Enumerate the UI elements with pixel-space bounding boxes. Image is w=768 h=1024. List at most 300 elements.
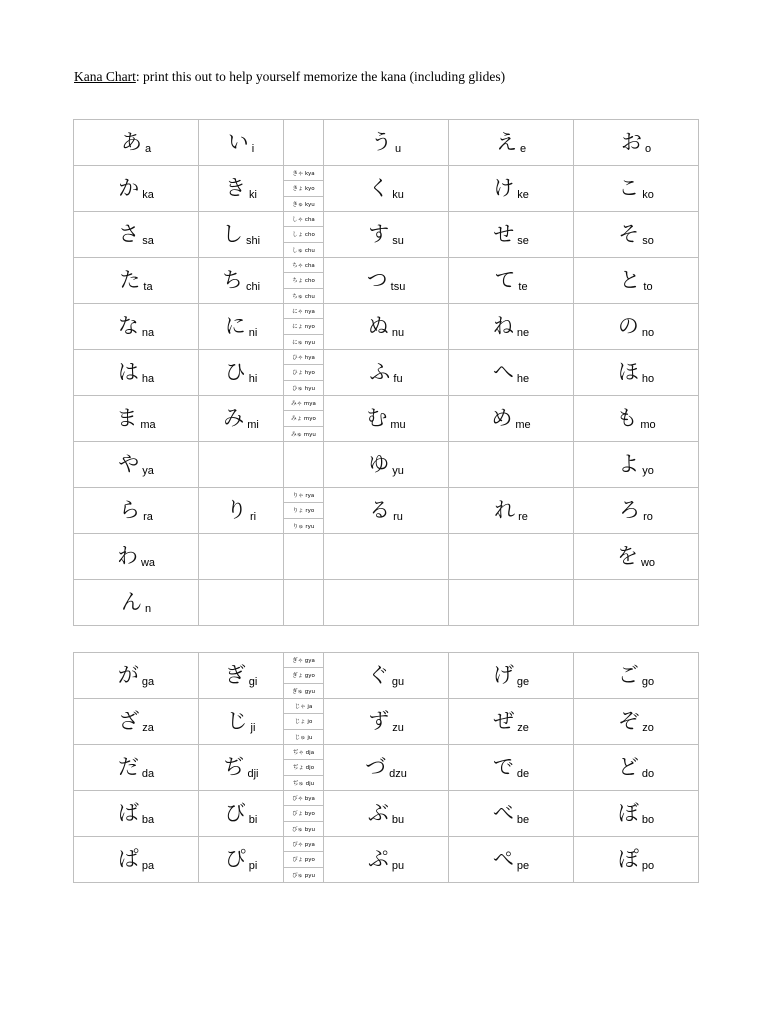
romaji-label: shi: [245, 235, 261, 247]
kana-character: し: [221, 222, 243, 246]
kana-cell: [199, 258, 284, 304]
kana-character: よ: [618, 452, 640, 476]
glide-list: [284, 791, 323, 836]
romaji-label: pa: [141, 860, 155, 872]
glide-item: しゃ cha: [284, 212, 323, 227]
kana-cell: [449, 120, 574, 166]
kana-character: つ: [366, 268, 388, 292]
kana-cell: [324, 166, 449, 212]
glide-item: ぴゅ pyu: [292, 872, 315, 879]
glide-item: しょ cho: [284, 227, 323, 242]
kana-cell: [199, 442, 284, 488]
romaji-label: gu: [391, 676, 405, 688]
kana-cell: [199, 120, 284, 166]
kana-cell: [74, 120, 199, 166]
romaji-label: mo: [640, 419, 656, 431]
romaji-label: go: [641, 676, 655, 688]
glide-cell: [284, 166, 324, 212]
romaji-label: ne: [516, 327, 530, 339]
kana-cell: [199, 396, 284, 442]
kana-row: [74, 396, 699, 442]
kana-row: [74, 580, 699, 626]
romaji-label: fu: [393, 373, 403, 385]
kana-row: [74, 304, 699, 350]
romaji-label: ka: [142, 189, 154, 201]
romaji-label: se: [517, 235, 529, 247]
kana-character: り: [225, 498, 247, 522]
glide-list: [284, 488, 323, 533]
kana-row: [74, 699, 699, 745]
romaji-label: na: [141, 327, 155, 339]
romaji-label: u: [394, 143, 402, 155]
kana-cell: [574, 488, 699, 534]
kana-cell: [574, 791, 699, 837]
kana-cell: [449, 534, 574, 580]
romaji-label: ra: [143, 511, 153, 523]
kana-character: ほ: [617, 360, 639, 384]
romaji-label: ni: [248, 327, 258, 339]
glide-item: りゃ rya: [284, 488, 323, 503]
kana-cell: [324, 488, 449, 534]
glide-cell: [284, 396, 324, 442]
glide-cell: [284, 488, 324, 534]
kana-cell: [449, 212, 574, 258]
romaji-label: te: [518, 281, 528, 293]
romaji-label: gi: [248, 676, 258, 688]
romaji-label: a: [144, 143, 152, 155]
kana-character: で: [492, 755, 514, 779]
kana-cell: [74, 396, 199, 442]
kana-character: ぢ: [223, 755, 245, 779]
glide-item: びゅ byu: [292, 826, 315, 833]
kana-cell: [199, 580, 284, 626]
kana-character: れ: [494, 498, 516, 522]
romaji-label: tsu: [390, 281, 406, 293]
kana-character: う: [370, 130, 392, 154]
kana-character: ぎ: [224, 663, 246, 687]
kana-character: づ: [365, 755, 387, 779]
glide-item: じょ jo: [284, 714, 323, 729]
romaji-label: ga: [141, 676, 155, 688]
chart-title: Kana Chart: [74, 69, 136, 84]
kana-cell: [449, 442, 574, 488]
kana-cell: [574, 120, 699, 166]
kana-character: へ: [492, 360, 514, 384]
kana-character: ぷ: [367, 847, 389, 871]
romaji-label: zu: [392, 722, 404, 734]
kana-cell: [199, 488, 284, 534]
kana-character: ば: [117, 801, 139, 825]
romaji-label: pe: [516, 860, 530, 872]
kana-cell: [449, 837, 574, 883]
glide-list: [284, 304, 323, 349]
kana-cell: [449, 488, 574, 534]
kana-cell: [574, 304, 699, 350]
glide-item: ぢょ djo: [284, 760, 323, 775]
kana-character: た: [119, 268, 141, 292]
romaji-label: dzu: [389, 768, 407, 780]
kana-character: ぞ: [618, 709, 640, 733]
romaji-label: mu: [390, 419, 406, 431]
glide-item: ひゅ hyu: [292, 385, 315, 392]
kana-character: ろ: [619, 498, 641, 522]
glide-item: びょ byo: [284, 806, 323, 821]
glide-item: にゃ nya: [284, 304, 323, 319]
kana-cell: [199, 699, 284, 745]
kana-cell: [574, 166, 699, 212]
kana-cell: [324, 212, 449, 258]
glide-item: しゅ chu: [292, 247, 315, 254]
glide-cell: [284, 653, 324, 699]
romaji-label: pi: [248, 860, 258, 872]
kana-character: ぬ: [367, 314, 389, 338]
glide-item: ぢゅ dju: [292, 780, 315, 787]
kana-cell: [199, 350, 284, 396]
kana-cell: [74, 745, 199, 791]
romaji-label: o: [644, 143, 652, 155]
romaji-label: bo: [641, 814, 655, 826]
kana-character: み: [223, 406, 245, 430]
kana-row: [74, 212, 699, 258]
romaji-label: ha: [141, 373, 155, 385]
kana-character: べ: [492, 801, 514, 825]
romaji-label: ri: [249, 511, 257, 523]
romaji-label: ya: [142, 465, 154, 477]
romaji-label: ru: [393, 511, 403, 523]
kana-character: お: [620, 130, 642, 154]
kana-cell: [324, 534, 449, 580]
kana-character: ざ: [118, 709, 140, 733]
kana-cell: [199, 166, 284, 212]
romaji-label: so: [642, 235, 654, 247]
kana-cell: [449, 258, 574, 304]
romaji-label: pu: [391, 860, 405, 872]
kana-character: だ: [117, 755, 139, 779]
kana-character: ぜ: [493, 709, 515, 733]
kana-cell: [199, 534, 284, 580]
kana-cell: [74, 488, 199, 534]
romaji-label: sa: [142, 235, 154, 247]
romaji-label: yu: [392, 465, 404, 477]
kana-cell: [449, 396, 574, 442]
kana-cell: [74, 653, 199, 699]
glide-cell: [284, 258, 324, 304]
kana-cell: [449, 304, 574, 350]
kana-character: ど: [617, 755, 639, 779]
romaji-label: bi: [248, 814, 258, 826]
kana-cell: [574, 442, 699, 488]
kana-cell: [574, 653, 699, 699]
kana-cell: [449, 791, 574, 837]
kana-cell: [199, 791, 284, 837]
romaji-label: ko: [642, 189, 654, 201]
glide-cell: [284, 212, 324, 258]
romaji-label: wa: [140, 557, 156, 569]
romaji-label: ta: [143, 281, 153, 293]
glide-item: きゃ kya: [284, 166, 323, 181]
romaji-label: ma: [140, 419, 156, 431]
kana-row: [74, 791, 699, 837]
kana-row: [74, 488, 699, 534]
glide-item: みょ myo: [284, 411, 323, 426]
romaji-label: ji: [250, 722, 256, 734]
kana-character: め: [491, 406, 513, 430]
kana-cell: [324, 837, 449, 883]
kana-character: さ: [118, 222, 140, 246]
romaji-label: za: [142, 722, 154, 734]
page-header: [74, 69, 505, 85]
kana-cell: [574, 745, 699, 791]
kana-character: こ: [618, 176, 640, 200]
kana-cell: [74, 166, 199, 212]
kana-row: [74, 350, 699, 396]
glide-cell: [284, 120, 324, 166]
kana-cell: [324, 350, 449, 396]
romaji-label: ke: [517, 189, 529, 201]
kana-character: ま: [116, 406, 138, 430]
romaji-label: da: [141, 768, 155, 780]
kana-cell: [74, 791, 199, 837]
kana-cell: [324, 653, 449, 699]
kana-cell: [324, 304, 449, 350]
kana-character: び: [224, 801, 246, 825]
kana-character: む: [366, 406, 388, 430]
kana-cell: [74, 212, 199, 258]
kana-character: は: [117, 360, 139, 384]
kana-character: か: [118, 176, 140, 200]
glide-item: じゅ ju: [294, 734, 313, 741]
kana-cell: [574, 212, 699, 258]
glide-item: ぢゃ dja: [284, 745, 323, 760]
chart-instructions: : print this out to help yourself memorize the kana (including glides): [135, 69, 506, 84]
kana-cell: [324, 580, 449, 626]
kana-character: そ: [618, 222, 640, 246]
kana-cell: [199, 212, 284, 258]
romaji-label: ze: [517, 722, 529, 734]
kana-cell: [74, 837, 199, 883]
kana-character: と: [619, 268, 641, 292]
glide-cell: [284, 745, 324, 791]
kana-cell: [324, 745, 449, 791]
glide-cell: [284, 791, 324, 837]
glide-cell: [284, 699, 324, 745]
romaji-label: bu: [391, 814, 405, 826]
romaji-label: wo: [640, 557, 656, 569]
kana-cell: [449, 699, 574, 745]
glide-list: [284, 745, 323, 790]
kana-cell: [574, 258, 699, 304]
kana-cell: [574, 534, 699, 580]
glide-item: ぎゃ gya: [284, 653, 323, 668]
kana-cell: [74, 442, 199, 488]
glide-cell: [284, 837, 324, 883]
romaji-label: nu: [391, 327, 405, 339]
kana-character: も: [616, 406, 638, 430]
kana-row: [74, 745, 699, 791]
romaji-label: ge: [516, 676, 530, 688]
basic-kana-table: [73, 119, 699, 626]
kana-cell: [449, 745, 574, 791]
romaji-label: ba: [141, 814, 155, 826]
dakuten-kana-table: [73, 652, 699, 883]
kana-cell: [74, 580, 199, 626]
romaji-label: do: [641, 768, 655, 780]
romaji-label: ki: [249, 189, 257, 201]
romaji-label: chi: [245, 281, 261, 293]
romaji-label: be: [516, 814, 530, 826]
romaji-label: mi: [247, 419, 259, 431]
kana-character: き: [225, 176, 247, 200]
kana-character: ぴ: [224, 847, 246, 871]
kana-character: ぼ: [617, 801, 639, 825]
kana-cell: [574, 580, 699, 626]
kana-character: ゆ: [368, 452, 390, 476]
kana-cell: [449, 350, 574, 396]
kana-character: を: [616, 544, 638, 568]
kana-row: [74, 258, 699, 304]
kana-cell: [324, 791, 449, 837]
glide-item: みゃ mya: [284, 396, 323, 411]
kana-cell: [199, 745, 284, 791]
romaji-label: ku: [392, 189, 404, 201]
kana-character: る: [369, 498, 391, 522]
kana-character: ぽ: [617, 847, 639, 871]
kana-cell: [74, 350, 199, 396]
kana-character: い: [227, 130, 249, 154]
kana-character: ぱ: [117, 847, 139, 871]
romaji-label: n: [144, 603, 152, 615]
kana-character: じ: [226, 709, 248, 733]
kana-cell: [324, 120, 449, 166]
glide-cell: [284, 442, 324, 488]
kana-character: ぐ: [367, 663, 389, 687]
romaji-label: de: [516, 768, 530, 780]
kana-character: え: [495, 130, 517, 154]
kana-row: [74, 442, 699, 488]
glide-item: にょ nyo: [284, 319, 323, 334]
kana-character: せ: [493, 222, 515, 246]
kana-character: ね: [492, 314, 514, 338]
glide-cell: [284, 580, 324, 626]
glide-item: みゅ myu: [291, 431, 316, 438]
glide-item: じゃ ja: [284, 699, 323, 714]
kana-cell: [574, 699, 699, 745]
kana-cell: [74, 258, 199, 304]
glide-item: ぴょ pyo: [284, 852, 323, 867]
kana-character: ぶ: [367, 801, 389, 825]
romaji-label: i: [251, 143, 255, 155]
glide-item: ちゃ cha: [284, 258, 323, 273]
glide-list: [284, 396, 323, 441]
kana-character: す: [368, 222, 390, 246]
kana-cell: [324, 442, 449, 488]
glide-item: きょ kyo: [284, 181, 323, 196]
kana-character: ふ: [369, 360, 391, 384]
kana-row: [74, 653, 699, 699]
kana-character: ら: [119, 498, 141, 522]
romaji-label: yo: [642, 465, 654, 477]
romaji-label: ho: [641, 373, 655, 385]
glide-item: ひゃ hya: [284, 350, 323, 365]
romaji-label: zo: [642, 722, 654, 734]
kana-character: ち: [221, 268, 243, 292]
kana-cell: [74, 304, 199, 350]
glide-item: ひょ hyo: [284, 365, 323, 380]
glide-cell: [284, 534, 324, 580]
kana-character: て: [494, 268, 516, 292]
kana-character: わ: [116, 544, 138, 568]
kana-character: の: [617, 314, 639, 338]
glide-list: [284, 258, 323, 303]
kana-cell: [199, 304, 284, 350]
kana-row: [74, 166, 699, 212]
glide-item: りゅ ryu: [292, 523, 315, 530]
glide-cell: [284, 304, 324, 350]
kana-character: が: [117, 663, 139, 687]
romaji-label: he: [516, 373, 530, 385]
romaji-label: ro: [643, 511, 653, 523]
glide-item: ぎゅ gyu: [292, 688, 315, 695]
glide-list: [284, 653, 323, 698]
kana-cell: [449, 580, 574, 626]
kana-character: ぺ: [492, 847, 514, 871]
glide-item: にゅ nyu: [292, 339, 315, 346]
kana-character: ん: [120, 590, 142, 614]
kana-cell: [574, 837, 699, 883]
kana-character: に: [224, 314, 246, 338]
romaji-label: hi: [248, 373, 258, 385]
glide-list: [284, 212, 323, 257]
glide-item: びゃ bya: [284, 791, 323, 806]
romaji-label: su: [392, 235, 404, 247]
glide-item: りょ ryo: [284, 503, 323, 518]
kana-cell: [574, 396, 699, 442]
romaji-label: to: [643, 281, 653, 293]
kana-row: [74, 837, 699, 883]
romaji-label: po: [641, 860, 655, 872]
kana-character: ひ: [224, 360, 246, 384]
kana-cell: [449, 653, 574, 699]
glide-item: ちょ cho: [284, 273, 323, 288]
kana-cell: [574, 350, 699, 396]
glide-item: ぎょ gyo: [284, 668, 323, 683]
glide-item: きゅ kyu: [292, 201, 315, 208]
glide-item: ちゅ chu: [292, 293, 315, 300]
glide-item: ぴゃ pya: [284, 837, 323, 852]
kana-cell: [449, 166, 574, 212]
kana-cell: [324, 699, 449, 745]
kana-cell: [324, 396, 449, 442]
kana-character: ご: [617, 663, 639, 687]
kana-cell: [199, 653, 284, 699]
kana-character: げ: [492, 663, 514, 687]
kana-character: あ: [120, 130, 142, 154]
glide-list: [284, 837, 323, 882]
romaji-label: me: [515, 419, 531, 431]
kana-character: く: [368, 176, 390, 200]
glide-list: [284, 699, 323, 744]
glide-list: [284, 350, 323, 395]
romaji-label: re: [518, 511, 528, 523]
kana-row: [74, 534, 699, 580]
kana-cell: [199, 837, 284, 883]
romaji-label: no: [641, 327, 655, 339]
kana-character: ず: [368, 709, 390, 733]
kana-character: や: [118, 452, 140, 476]
kana-cell: [74, 534, 199, 580]
kana-cell: [74, 699, 199, 745]
romaji-label: e: [519, 143, 527, 155]
